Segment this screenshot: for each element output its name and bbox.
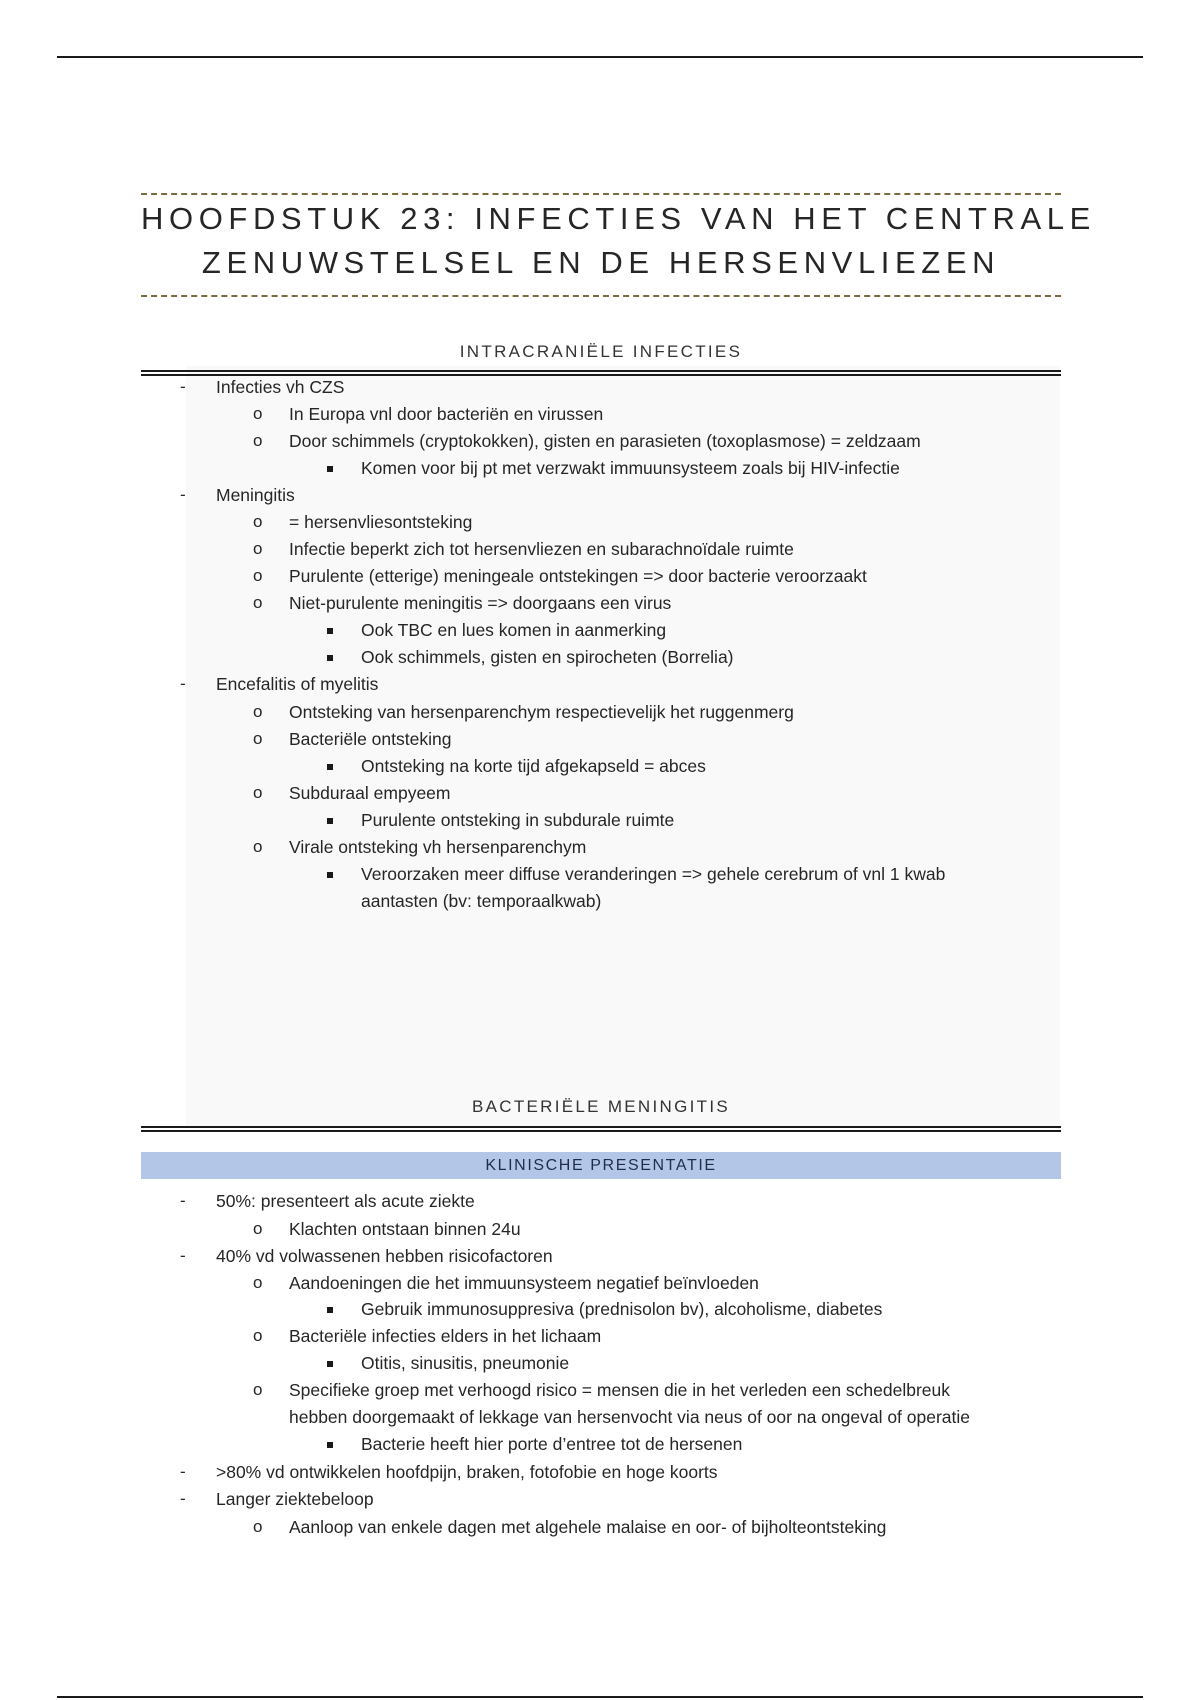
list-item: Infectie beperkt zich tot hersenvliezen en subarachnoïdale ruimte <box>289 539 794 559</box>
dash-marker: - <box>180 1462 186 1481</box>
list-item: Aandoeningen die het immuunsysteem negatief beïnvloeden <box>289 1273 759 1293</box>
dash-marker: - <box>180 485 186 504</box>
chapter-title-line-1: HOOFDSTUK 23: INFECTIES VAN HET CENTRALE <box>141 201 1096 236</box>
list-item: Komen voor bij pt met verzwakt immuunsysteem zoals bij HIV-infectie <box>361 458 900 478</box>
subsection-band-klinisch: KLINISCHE PRESENTATIE <box>141 1152 1061 1179</box>
list-item: 50%: presenteert als acute ziekte <box>216 1191 475 1211</box>
page-top-rule <box>57 56 1143 58</box>
list-item: Subduraal empyeem <box>289 783 451 803</box>
dash-marker: - <box>180 674 186 693</box>
list-item: Purulente (etterige) meningeale ontstekingen => door bacterie veroorzaakt <box>289 566 867 586</box>
list-item: Bacteriële infecties elders in het lichaam <box>289 1326 602 1346</box>
chapter-title-box <box>141 193 1096 297</box>
list-item: Purulente ontsteking in subdurale ruimte <box>361 810 675 830</box>
list-item: Langer ziektebeloop <box>216 1489 374 1509</box>
list-item: Door schimmels (cryptokokken), gisten en parasieten (toxoplasmose) = zeldzaam <box>289 431 921 451</box>
list-item: Ontsteking na korte tijd afgekapseld = abces <box>361 756 706 776</box>
square-bullet-icon <box>327 1307 333 1313</box>
square-bullet-icon <box>327 764 333 770</box>
circle-marker: o <box>253 593 263 612</box>
list-item: = hersenvliesontsteking <box>289 512 473 532</box>
square-bullet-icon <box>327 1361 333 1367</box>
section-heading-bacterieel: BACTERIËLE MENINGITIS <box>471 1097 730 1116</box>
section-double-rule <box>141 1126 1061 1132</box>
list-item-continuation: hebben doorgemaakt of lekkage van hersenvocht via neus of oor na ongeval of operatie <box>289 1407 971 1427</box>
list-item-continuation: aantasten (bv: temporaalkwab) <box>361 891 602 911</box>
circle-marker: o <box>253 729 263 748</box>
circle-marker: o <box>253 702 263 721</box>
circle-marker: o <box>253 566 263 585</box>
circle-marker: o <box>253 1326 263 1345</box>
list-item: Ook schimmels, gisten en spirocheten (Borrelia) <box>361 647 734 667</box>
list-item: Infecties vh CZS <box>216 377 345 397</box>
circle-marker: o <box>253 1219 263 1238</box>
list-item: Encefalitis of myelitis <box>216 674 379 694</box>
list-item: Bacterie heeft hier porte d’entree tot de hersenen <box>361 1434 743 1454</box>
list-item: >80% vd ontwikkelen hoofdpijn, braken, fotofobie en hoge koorts <box>216 1462 718 1482</box>
list-item: Gebruik immunosuppresiva (prednisolon bv), alcoholisme, diabetes <box>361 1299 883 1319</box>
chapter-title-line-2: ZENUWSTELSEL EN DE HERSENVLIEZEN <box>201 245 1001 280</box>
square-bullet-icon <box>327 466 333 472</box>
circle-marker: o <box>253 1273 263 1292</box>
list-item: Veroorzaken meer diffuse veranderingen => gehele cerebrum of vnl 1 kwab <box>361 864 946 884</box>
circle-marker: o <box>253 1380 263 1399</box>
list-item: In Europa vnl door bacteriën en virussen <box>289 404 604 424</box>
dash-marker: - <box>180 1489 186 1508</box>
circle-marker: o <box>253 837 263 856</box>
circle-marker: o <box>253 1517 263 1536</box>
circle-marker: o <box>253 512 263 531</box>
circle-marker: o <box>253 783 263 802</box>
dash-marker: - <box>180 1191 186 1210</box>
circle-marker: o <box>253 431 263 450</box>
page-bottom-rule <box>57 1696 1143 1698</box>
list-item: Virale ontsteking vh hersenparenchym <box>289 837 587 857</box>
circle-marker: o <box>253 539 263 558</box>
dash-marker: - <box>180 1246 186 1265</box>
square-bullet-icon <box>327 818 333 824</box>
square-bullet-icon <box>327 655 333 661</box>
list-item: Niet-purulente meningitis => doorgaans een virus <box>289 593 672 613</box>
list-item: Specifieke groep met verhoogd risico = mensen die in het verleden een schedelbreuk <box>289 1380 951 1400</box>
list-item: Bacteriële ontsteking <box>289 729 452 749</box>
circle-marker: o <box>253 404 263 423</box>
dash-marker: - <box>180 377 186 396</box>
list-item: Ook TBC en lues komen in aanmerking <box>361 620 667 640</box>
list-item: Klachten ontstaan binnen 24u <box>289 1219 521 1239</box>
square-bullet-icon <box>327 1442 333 1448</box>
list-item: Ontsteking van hersenparenchym respectievelijk het ruggenmerg <box>289 702 794 722</box>
square-bullet-icon <box>327 872 333 878</box>
square-bullet-icon <box>327 628 333 634</box>
list-item: Otitis, sinusitis, pneumonie <box>361 1353 570 1373</box>
list-item: Aanloop van enkele dagen met algehele malaise en oor- of bijholteontsteking <box>289 1517 887 1537</box>
list-item: Meningitis <box>216 485 295 505</box>
list-item: 40% vd volwassenen hebben risicofactoren <box>216 1246 553 1266</box>
section-heading-intracranieel: INTRACRANIËLE INFECTIES <box>459 342 743 361</box>
